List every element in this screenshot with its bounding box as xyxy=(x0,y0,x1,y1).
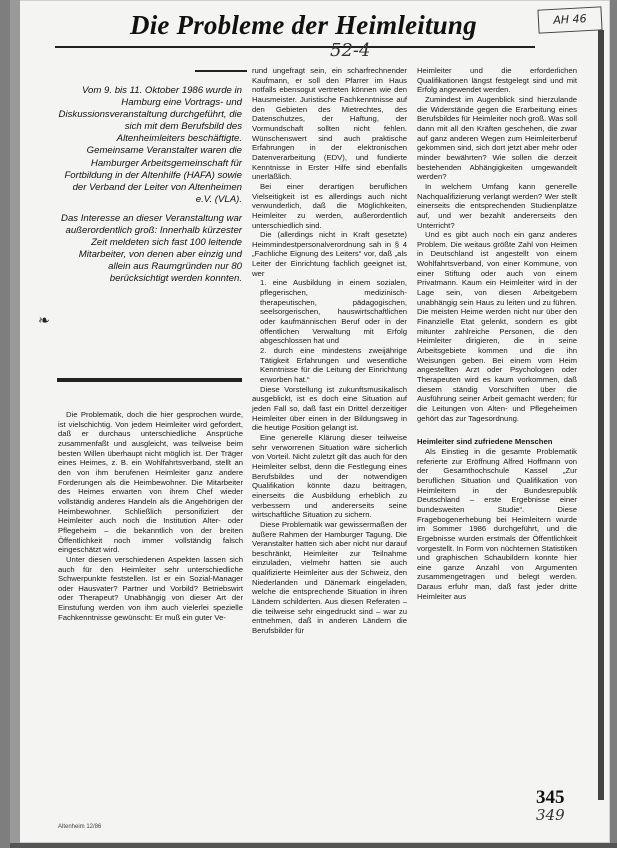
paragraph: Und es gibt auch noch ein ganz anderes Problem. Die weitaus größte Zahl von Heimen in Deutschland ist angestellt von einem Wohlfahrtsverband, von einer Kommune, von einer Stiftung oder auch von einem Privatmann. Kaum ein Heimleiter wird in der Lage sein, von diesen Arbeitgebern unabhängig sein Haus zu leiten und zu führen. Die meisten Heime werden nicht nur über den Finanzielle Etat gelenkt, sondern es gibt mitunter zahlreiche Personen, die den Heimleiter dirigieren, die in seine Arbeitsgebiete kommen und die ihn Weisungen geben. Bei einem vom Heim angestellten Arzt oder Psychologen oder Therapeuten wird es kaum vorkommen, daß diesem ständig Vorschriften über die Ausführung seiner Arbeit gemacht werden; für die Leitungen von Alten- und Pflegeheimen gehört das zur Tagesordnung. xyxy=(417,230,577,423)
lead-paragraph-2: Das Interesse an dieser Veranstaltung war außerordentlich groß: Innerhalb kürzester Zeit meldeten sich fast 100 leitende Mitarbeiter, von denen aber einzig und allein aus Raumgründen nur 80 berücksichtigt werden konnten. xyxy=(61,212,242,285)
page-number: 345 xyxy=(536,787,565,808)
column-2 xyxy=(252,66,407,636)
paragraph: Heimleiter und die erforderlichen Qualifikationen längst festgelegt sind und mit Erfolg angewendet werden. xyxy=(417,66,577,95)
paragraph: Die (allerdings nicht in Kraft gesetzte) Heimmindestpersonalverordnung sah in § 4 „Fachliche Eignung des Leiters“ vor, daß „als Leiter der Einrichtung fachlich geeignet ist, wer xyxy=(252,230,407,278)
paragraph: Zumindest im Augenblick sind hierzulande die Widerstände gegen die Erarbeitung eines Berufsbildes für Heimleiter noch groß. Was soll dann mit all den Kräften geschehen, die zwar auf ganz anderen Wegen zum Heimleiterberuf gekommen sind, sich dort jetzt aber mehr oder minder bewährten? Wie sollen die derzeit bestehenden Abhängigkeiten umgewandelt werden? xyxy=(417,94,577,182)
title-rule xyxy=(55,46,535,48)
column-1 xyxy=(58,410,243,622)
paragraph: Eine generelle Klärung dieser teilweise sehr verworrenen Situation wäre sicherlich von Vorteil. Nicht zuletzt gilt das auch für den Heimleiter selbst, denn die Festlegung eines Berufsbildes und der notwendigen Qualifikation könnte dazu beitragen, einerseits die Ausbildung erheblich zu verbessern und andererseits seine wirtschaftliche Situation zu sichern. xyxy=(252,432,407,520)
lead-bar xyxy=(57,378,242,382)
paragraph: Als Einstieg in die gesamte Problematik referierte zur Eröffnung Alfred Hoffmann von der Gesamthochschule Kassel „Zur beruflichen Situation und Qualifikation von Heimleitern in der Bundesrepublik Deutschland – erste Ergebnisse einer bundesweiten Studie“. Diese Fragebogenerhebung bei Heimleitern wurde im Sommer 1986 durchgeführt, und die Ergebnisse wurden erstmals der Öffentlichkeit vorgestellt. In Form von nüchternen Statistiken und graphischen Schaubildern konnte hier eine ganze Anzahl von Argumenten zusammengetragen und belegt werden. Daraus erfuhr man, daß fast jeder dritte Heimleiter aus xyxy=(417,446,577,601)
lead-rule xyxy=(195,70,247,72)
handwritten-page-number: 349 xyxy=(536,806,565,824)
scan-binding-shadow xyxy=(598,30,604,800)
list-item: 2. durch eine mindestens zweijährige Tätigkeit Erfahrungen und wesentliche Kenntnisse für die Leitung der Einrichtung erworben hat.“ xyxy=(260,346,407,384)
paragraph: Bei einer derartigen beruflichen Vielseitigkeit ist es allerdings auch nicht verwunderlich, daß die Möglichkeiten, Heimleiter zu werden, außerordentlich unterschiedlich sind. xyxy=(252,181,407,230)
list-item: 1. eine Ausbildung in einem sozialen, pflegerischen, medizinisch-therapeutischen, pädagogischen, seelsorgerischen, hauswirtschaftlichen oder kaufmännischen Beruf oder in der öffentlichen Verwaltung mit Erfolg abgeschlossen hat und xyxy=(260,278,407,346)
article-title: Die Probleme der Heimleitung xyxy=(130,10,477,40)
column-3 xyxy=(417,66,577,601)
paragraph: rund ungefragt sein, ein scharfrechnender Kaufmann, er soll den Pfarrer im Haus notfalls ebensogut vertreten können wie den Hausmeister. Juristische Fachkenntnisse auf den Gebieten des Mietrechtes, des Datenschutzes, der Haftung, der Vormundschaft sollten nicht fehlen. Wünschenswert sind auch praktische Erfahrungen in der elektronischen Datenverarbeitung (EDV), und fundierte Kenntnisse in Erster Hilfe sind ebenfalls unerläßlich. xyxy=(252,66,407,182)
archive-stamp: AH 46 xyxy=(537,6,602,33)
scan-bottom-edge xyxy=(10,843,617,848)
paragraph: Unter diesen verschiedenen Aspekten lassen sich auch für den Heimleiter sehr unterschiedliche Schwerpunkte feststellen. Ist er ein Sozial-Manager oder Hausvater? Partner und Vorbild? Betriebswirt oder Therapeut? Unabhängig von dieser Art der Einstufung werden von ihm auch vielerlei spezielle Fachkenntnisse gewünscht: Er muß ein guter Ve- xyxy=(58,554,243,622)
scan-edge xyxy=(10,0,20,848)
section-subheading: Heimleiter sind zufriedene Menschen xyxy=(417,437,553,447)
paragraph: Diese Vorstellung ist zukunftsmusikalisch ausgeblickt, ist es doch eine Situation auf jeden Fall so, daß fast ein Drittel derzeitiger Heimleiter über einen in der Bildungsweg in die heutige Position gelangt ist. xyxy=(252,384,407,433)
handwritten-reference: 52-4 xyxy=(330,40,371,61)
lead-paragraph-1: Vom 9. bis 11. Oktober 1986 wurde in Hamburg eine Vortrags- und Diskussionsveranstaltung durchgeführt, die sich mit dem Berufsbild des Altenheimleiters beschäftigte. Gemeinsame Veranstalter waren die Hamburger Arbeitsgemeinschaft für Fortbildung in der Altenhilfe (HAFA) sowie der Verband der Leiter von Altenheimen e.V. (VLA). xyxy=(58,85,242,205)
paragraph: Die Problematik, doch die hier gesprochen wurde, ist vielschichtig. Von jedem Heimleiter wird gefordert, daß er durchaus unterschiedliche Ansprüche zusammenfaßt und ausgleicht, was teilweise beim besten Willen überhaupt nicht möglich ist. Der Träger eines Heimes, z. B. ein Wohlfahrtsverband, stellt an den von ihm berufenen Heimleiter ganz andere Forderungen als die Heimbewohner. Die Mitarbeiter des Heimes erwarten von ihrem Chef wieder vollständig anderes Handeln als die Angehörigen der Heimbewohner. Schließlich personifiziert der Heimleiter auch noch die Institution Alter- oder Pflegeheim – die bekanntlich von der breiten Öffentlichkeit noch immer vollständig falsch eingeschätzt wird. xyxy=(58,410,243,555)
footer-source: Altenheim 12/86 xyxy=(58,824,102,830)
paragraph: In welchem Umfang kann generelle Nachqualifizierung verlangt werden? Wer stellt einerseits die entsprechenden Studienplätze auf, und wer bezahlt andererseits den Unterricht? xyxy=(417,181,577,230)
paragraph: Diese Problematik war gewissermaßen der äußere Rahmen der Hamburger Tagung. Die Veranstalter hatten sich aber nicht nur darauf beschränkt, Heimleiter zur Teilnahme einzuladen, vielmehr hatten sie auch qualifizierte Heimleiter aus der Schweiz, den Niederlanden und Dänemark eingeladen, welche die entsprechende Situation in ihren Ländern schilderten. Aus diesen Referaten – die teilweise sehr eingedruckt sind – war zu entnehmen, daß in anderen Ländern die Berufsbilder für xyxy=(252,519,407,636)
punch-hole-mark: ❧ xyxy=(38,313,50,329)
lead-intro xyxy=(57,85,242,293)
